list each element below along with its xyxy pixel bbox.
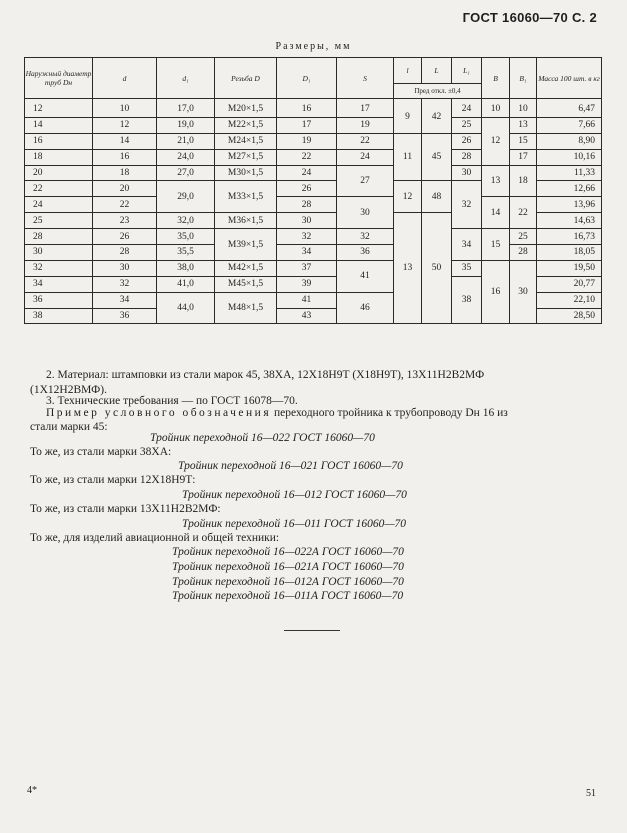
cell-B: 15 [482,229,510,261]
cell-mass: 20,77 [537,276,602,292]
cell-S: 36 [337,245,394,261]
table-row [25,260,602,276]
cell-l: 13 [394,213,422,324]
page-number: 51 [586,788,596,799]
cell-L1: 28 [452,149,482,165]
cell-mass: 18,05 [537,245,602,261]
cell-mass: 12,66 [537,181,602,197]
cell-L1: 32 [452,181,482,229]
table-row [25,165,602,181]
cell-d: 12 [93,117,157,133]
cell-B1: 18 [510,165,537,197]
cell-d: 22 [93,197,157,213]
col-header-L1: L₁ [452,58,482,84]
cell-L1: 38 [452,276,482,324]
cell-B: 16 [482,260,510,324]
same-12x18: То же, из стали марки 12Х18Н9Т: [30,474,196,486]
col-header-B: B [482,58,510,99]
cell-dn: 24 [25,197,93,213]
cell-thread: M22×1,5 [215,117,277,133]
cell-d1: 41,0 [157,276,215,292]
col-header-S: S [337,58,394,99]
cell-mass: 11,33 [537,165,602,181]
cell-B: 14 [482,197,510,229]
cell-d: 20 [93,181,157,197]
cell-dn: 28 [25,229,93,245]
cell-d: 28 [93,245,157,261]
designation-6: Тройник переходной 16—021А ГОСТ 16060—70 [172,561,404,573]
cell-dn: 34 [25,276,93,292]
cell-mass: 10,16 [537,149,602,165]
cell-S: 17 [337,99,394,118]
cell-mass: 8,90 [537,133,602,149]
cell-D1: 28 [277,197,337,213]
example-spaced-text: Пример условного обозначения [46,407,272,419]
cell-L1: 25 [452,117,482,133]
cell-B: 10 [482,99,510,118]
cell-thread: M24×1,5 [215,133,277,149]
col-header-D1: D₁ [277,58,337,99]
example-line-2: стали марки 45: [30,421,108,433]
cell-B1: 13 [510,117,537,133]
table-caption: Размеры, мм [275,41,352,52]
document-header: ГОСТ 16060—70 С. 2 [462,10,597,25]
cell-B1: 15 [510,133,537,149]
cell-B1: 25 [510,229,537,245]
table-row [25,197,602,213]
cell-dn: 32 [25,260,93,276]
cell-d: 10 [93,99,157,118]
cell-mass: 19,50 [537,260,602,276]
cell-d1: 24,0 [157,149,215,165]
cell-d1: 44,0 [157,292,215,324]
table-row [25,99,602,118]
cell-thread: M39×1,5 [215,229,277,261]
cell-d: 14 [93,133,157,149]
cell-thread: M33×1,5 [215,181,277,213]
cell-S: 32 [337,229,394,245]
cell-D1: 34 [277,245,337,261]
cell-d1: 38,0 [157,260,215,276]
cell-L1: 30 [452,165,482,181]
cell-l: 12 [394,181,422,213]
cell-L1: 24 [452,99,482,118]
cell-dn: 14 [25,117,93,133]
cell-B1: 22 [510,197,537,229]
cell-d1: 17,0 [157,99,215,118]
material-line-1: 2. Материал: штамповки из стали марок 45, 38ХА, 12Х18Н9Т (Х18Н9Т), 13Х11Н2В2МФ [46,369,485,381]
cell-D1: 24 [277,165,337,181]
cell-S: 24 [337,149,394,165]
dimensions-table [24,57,601,357]
same-13x11: То же, из стали марки 13Х11Н2В2МФ: [30,503,221,515]
cell-B1: 17 [510,149,537,165]
cell-S: 19 [337,117,394,133]
cell-D1: 41 [277,292,337,308]
col-header-L: L [422,58,452,84]
cell-mass: 16,73 [537,229,602,245]
cell-d: 36 [93,308,157,324]
footer-left-mark: 4* [27,785,37,796]
cell-d: 32 [93,276,157,292]
cell-dn: 20 [25,165,93,181]
cell-l: 11 [394,133,422,181]
cell-d1: 27,0 [157,165,215,181]
cell-S: 30 [337,197,394,229]
cell-B1: 10 [510,99,537,118]
cell-L: 50 [422,213,452,324]
col-header-thread: Резьба D [215,58,277,99]
same-38xa: То же, из стали марки 38ХА: [30,446,172,458]
cell-dn: 12 [25,99,93,118]
table-row [25,229,602,245]
cell-mass: 22,10 [537,292,602,308]
col-header-B1: B₁ [510,58,537,99]
table-row [25,149,602,165]
material-line-2: (1Х12Н2ВМФ). [30,384,107,396]
cell-D1: 37 [277,260,337,276]
cell-thread: M48×1,5 [215,292,277,324]
col-header-d1: d₁ [157,58,215,99]
cell-d1: 19,0 [157,117,215,133]
designation-1: Тройник переходной 16—022 ГОСТ 16060—70 [150,432,375,444]
cell-S: 22 [337,133,394,149]
table-row [25,117,602,133]
cell-d1: 21,0 [157,133,215,149]
cell-l: 9 [394,99,422,134]
cell-d1: 35,5 [157,245,215,261]
cell-dn: 22 [25,181,93,197]
cell-B: 13 [482,165,510,197]
cell-d: 30 [93,260,157,276]
designation-3: Тройник переходной 16—012 ГОСТ 16060—70 [182,489,407,501]
col-header-mass: Масса 100 шт. в кг [537,58,602,99]
cell-D1: 19 [277,133,337,149]
requirements-paragraph: 3. Технические требования — по ГОСТ 16078—70. [46,395,298,407]
same-aviation: То же, для изделий авиационной и общей техники: [30,532,280,544]
example-rest-text: переходного тройника к трубопроводу Dн 16 из [271,407,508,419]
cell-L1: 26 [452,133,482,149]
cell-mass: 7,66 [537,117,602,133]
cell-mass: 28,50 [537,308,602,324]
cell-dn: 18 [25,149,93,165]
tolerance-note: Пред откл. ±0,4 [394,84,482,99]
cell-L: 42 [422,99,452,134]
cell-S: 46 [337,292,394,324]
cell-D1: 39 [277,276,337,292]
cell-L: 48 [422,181,452,213]
cell-mass: 6,47 [537,99,602,118]
cell-d1: 35,0 [157,229,215,245]
table-row [25,133,602,149]
cell-D1: 26 [277,181,337,197]
cell-d: 16 [93,149,157,165]
col-header-dn: Наружный диаметр труб Dн [25,58,93,99]
cell-D1: 16 [277,99,337,118]
cell-D1: 22 [277,149,337,165]
designation-2: Тройник переходной 16—021 ГОСТ 16060—70 [178,460,403,472]
cell-B1: 30 [510,260,537,324]
cell-d1: 32,0 [157,213,215,229]
cell-thread: M45×1,5 [215,276,277,292]
separator-rule [284,630,340,631]
cell-thread: M36×1,5 [215,213,277,229]
cell-dn: 36 [25,292,93,308]
col-header-l: l [394,58,422,84]
designation-7: Тройник переходной 16—012А ГОСТ 16060—70 [172,576,404,588]
cell-d: 23 [93,213,157,229]
cell-d1: 29,0 [157,181,215,213]
cell-D1: 30 [277,213,337,229]
cell-mass: 13,96 [537,197,602,213]
cell-dn: 25 [25,213,93,229]
designation-4: Тройник переходной 16—011 ГОСТ 16060—70 [182,518,407,530]
designation-8: Тройник переходной 16—011А ГОСТ 16060—70 [172,590,404,602]
table-row [25,245,602,261]
cell-S: 27 [337,165,394,197]
cell-D1: 17 [277,117,337,133]
cell-S: 41 [337,260,394,292]
cell-L1: 34 [452,229,482,261]
cell-L1: 35 [452,260,482,276]
cell-dn: 16 [25,133,93,149]
example-paragraph [30,406,621,421]
cell-D1: 43 [277,308,337,324]
cell-thread: M42×1,5 [215,260,277,276]
cell-d: 34 [93,292,157,308]
cell-thread: M27×1,5 [215,149,277,165]
cell-d: 26 [93,229,157,245]
cell-dn: 30 [25,245,93,261]
cell-B: 12 [482,117,510,165]
cell-B1: 28 [510,245,537,261]
designation-5: Тройник переходной 16—022А ГОСТ 16060—70 [172,546,404,558]
cell-dn: 38 [25,308,93,324]
cell-d: 18 [93,165,157,181]
cell-thread: M30×1,5 [215,165,277,181]
cell-mass: 14,63 [537,213,602,229]
col-header-d: d [93,58,157,99]
cell-D1: 32 [277,229,337,245]
cell-L: 45 [422,133,452,181]
cell-thread: M20×1,5 [215,99,277,118]
